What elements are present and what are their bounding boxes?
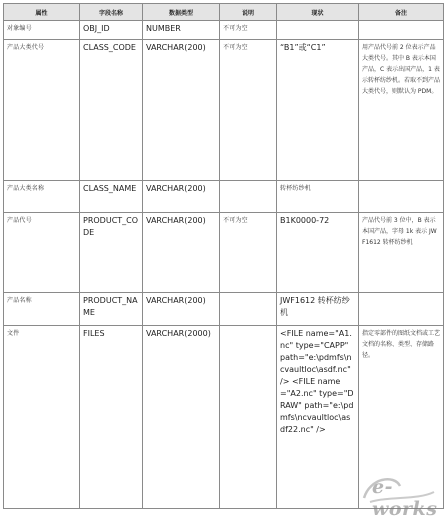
cell-type: NUMBER bbox=[143, 21, 220, 40]
table-row bbox=[4, 213, 444, 293]
cell-status: 转杯纺纱机 bbox=[277, 181, 359, 213]
cell-field: OBJ_ID bbox=[80, 21, 143, 40]
document-table-container bbox=[3, 3, 443, 509]
cell-attribute: 产品大类名称 bbox=[4, 181, 80, 213]
cell-desc: 不可为空 bbox=[220, 213, 277, 293]
cell-type: VARCHAR(200) bbox=[143, 293, 220, 326]
header-status: 现状 bbox=[277, 4, 359, 21]
cell-note bbox=[359, 181, 444, 213]
cell-desc bbox=[220, 293, 277, 326]
cell-type: VARCHAR(200) bbox=[143, 40, 220, 181]
cell-field: PRODUCT_CODE bbox=[80, 213, 143, 293]
cell-field: FILES bbox=[80, 326, 143, 509]
cell-type: VARCHAR(200) bbox=[143, 213, 220, 293]
table-row bbox=[4, 21, 444, 40]
table-header-row bbox=[4, 4, 444, 21]
table-row bbox=[4, 40, 444, 181]
cell-attribute: 产品大类代号 bbox=[4, 40, 80, 181]
cell-status: B1K0000-72 bbox=[277, 213, 359, 293]
cell-note bbox=[359, 21, 444, 40]
table-row bbox=[4, 181, 444, 213]
cell-field: PRODUCT_NAME bbox=[80, 293, 143, 326]
header-field-name: 字段名称 bbox=[80, 4, 143, 21]
cell-status: “B1”或“C1” bbox=[277, 40, 359, 181]
cell-type: VARCHAR(200) bbox=[143, 181, 220, 213]
header-note: 备注 bbox=[359, 4, 444, 21]
cell-note: 指定零部件的图纸文档或工艺文档的名称、类型、存储路径。 bbox=[359, 326, 444, 509]
table-row bbox=[4, 293, 444, 326]
cell-attribute: 产品代号 bbox=[4, 213, 80, 293]
cell-status bbox=[277, 21, 359, 40]
cell-type: VARCHAR(2000) bbox=[143, 326, 220, 509]
header-data-type: 数据类型 bbox=[143, 4, 220, 21]
cell-desc: 不可为空 bbox=[220, 21, 277, 40]
cell-note bbox=[359, 293, 444, 326]
header-description: 说明 bbox=[220, 4, 277, 21]
cell-desc bbox=[220, 326, 277, 509]
watermark-text: e-works bbox=[372, 476, 438, 520]
cell-desc: 不可为空 bbox=[220, 40, 277, 181]
cell-note: 用产品代号前 2 位表示产品大类代号。其中 B 表示本国产品，C 表示出国产品，1 表示转杯纺纱机。若取不到产品大类代号，则默认为 PDM。 bbox=[359, 40, 444, 181]
header-attribute: 属性 bbox=[4, 4, 80, 21]
cell-note: 产品代号前 3 位中，B 表示本国产品，字母 1k 表示 JWF1612 转杯纺纱机 bbox=[359, 213, 444, 293]
cell-desc bbox=[220, 181, 277, 213]
cell-attribute: 文件 bbox=[4, 326, 80, 509]
cell-status: JWF1612 转杯纺纱机 bbox=[277, 293, 359, 326]
field-spec-table bbox=[3, 3, 444, 509]
cell-attribute: 对象编号 bbox=[4, 21, 80, 40]
cell-status: <FILE name="A1.nc" type="CAPP" path="e:\pdmfs\ncvaultloc\asdf.nc" /> <FILE name="A2.nc" type="DRAW" path="e:\pdmfs\ncvaultloc\asdf22.nc" /> bbox=[277, 326, 359, 509]
e-works-watermark-logo bbox=[360, 472, 438, 520]
cell-attribute: 产品名称 bbox=[4, 293, 80, 326]
cell-field: CLASS_NAME bbox=[80, 181, 143, 213]
cell-field: CLASS_CODE bbox=[80, 40, 143, 181]
